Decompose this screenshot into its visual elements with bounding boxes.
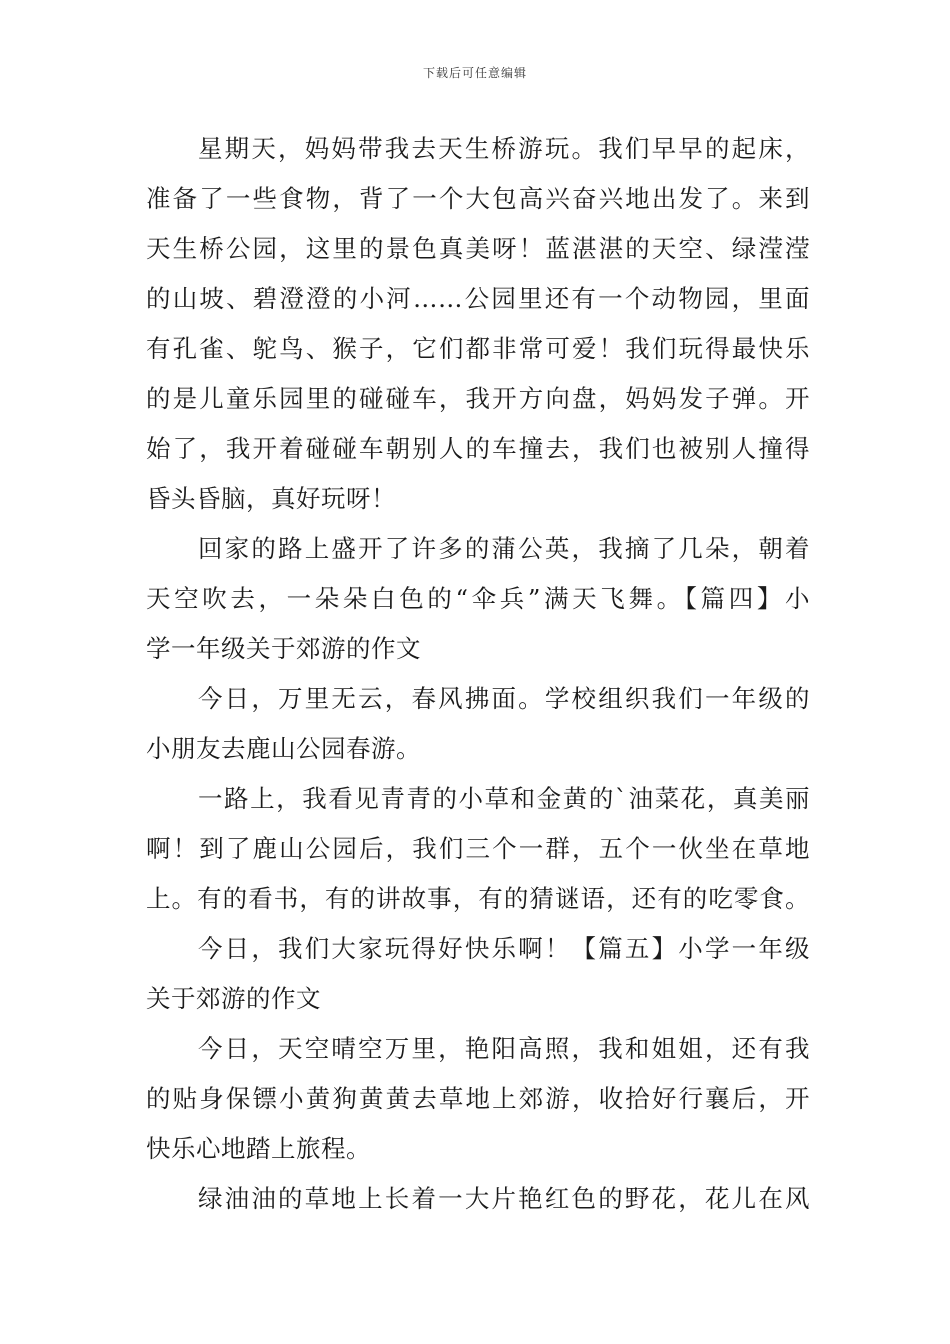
text-line: 有孔雀、鸵鸟、猴子，它们都非常可爱！我们玩得最快乐 [146,334,810,363]
text-line: 上。有的看书，有的讲故事，有的猜谜语，还有的吃零食。 [146,884,810,913]
text-line: 昏头昏脑，真好玩呀！ [146,484,396,513]
text-line: 今日，天空晴空万里，艳阳高照，我和姐姐，还有我 [198,1034,810,1063]
text-line: 的是儿童乐园里的碰碰车，我开方向盘，妈妈发子弹。开 [146,384,810,413]
text-line: 关于郊游的作文 [146,984,321,1013]
text-line: 学一年级关于郊游的作文 [146,634,421,663]
text-line: 啊！到了鹿山公园后，我们三个一群，五个一伙坐在草地 [146,834,810,863]
text-line: 天空吹去，一朵朵白色的“伞兵”满天飞舞。【篇四】小 [146,584,810,613]
text-line: 天生桥公园，这里的景色真美呀！蓝湛湛的天空、绿滢滢 [146,234,810,263]
text-line: 始了，我开着碰碰车朝别人的车撞去，我们也被别人撞得 [146,434,810,463]
text-line: 小朋友去鹿山公园春游。 [146,734,421,763]
document-body [146,124,810,1224]
page-header: 下载后可任意编辑 [422,66,527,80]
text-line: 快乐心地踏上旅程。 [146,1134,371,1163]
text-line: 准备了一些食物，背了一个大包高兴奋兴地出发了。来到 [146,184,810,213]
text-line: 的山坡、碧澄澄的小河……公园里还有一个动物园，里面 [146,284,810,313]
text-line: 绿油油的草地上长着一大片艳红色的野花，花儿在风 [198,1184,810,1213]
text-line: 回家的路上盛开了许多的蒲公英，我摘了几朵，朝着 [198,534,810,563]
text-line: 一路上，我看见青青的小草和金黄的`油菜花，真美丽 [198,784,810,813]
text-line: 的贴身保镖小黄狗黄黄去草地上郊游，收拾好行襄后，开 [146,1084,810,1113]
text-line: 今日，我们大家玩得好快乐啊！【篇五】小学一年级 [198,934,810,963]
text-line: 星期天，妈妈带我去天生桥游玩。我们早早的起床， [198,134,810,163]
text-line: 今日，万里无云，春风拂面。学校组织我们一年级的 [198,684,810,713]
